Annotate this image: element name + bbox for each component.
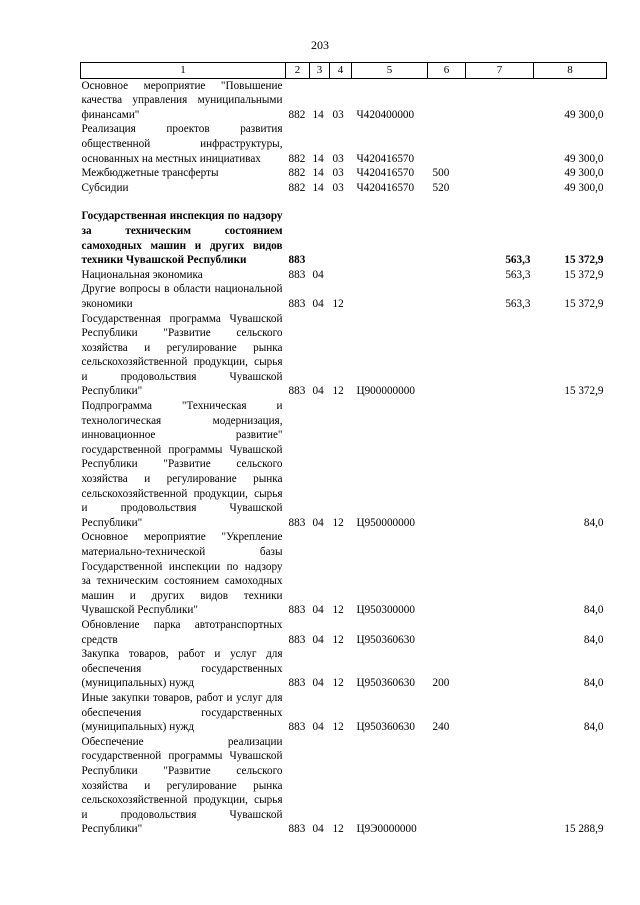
expense-type bbox=[428, 282, 466, 311]
table-row bbox=[81, 312, 607, 400]
section-code: 04 bbox=[312, 633, 324, 646]
table-row bbox=[81, 166, 607, 181]
subsection-code: 12 bbox=[332, 823, 344, 836]
table-header bbox=[81, 63, 607, 79]
expense-type bbox=[428, 618, 466, 647]
amount-col-8: 84,0 bbox=[583, 633, 604, 646]
target-article bbox=[352, 209, 428, 267]
target-article: Ч420400000 bbox=[356, 108, 415, 121]
ministry-code: 882 bbox=[288, 167, 306, 180]
spacer-row bbox=[81, 195, 607, 209]
header-col-2: 2 bbox=[286, 63, 310, 79]
item-name: Закупка товаров, работ и услуг для обеспечения государственных (муниципальных) нужд bbox=[81, 648, 283, 690]
subsection-code: 03 bbox=[332, 108, 344, 121]
amount-col-7 bbox=[466, 530, 534, 618]
expense-type bbox=[428, 122, 466, 166]
expense-type bbox=[428, 530, 466, 618]
header-col-3: 3 bbox=[310, 63, 330, 79]
target-article: Ц9Э0000000 bbox=[356, 823, 417, 836]
expense-type bbox=[428, 268, 466, 283]
amount-col-8: 15 372,9 bbox=[564, 385, 604, 398]
expense-type bbox=[428, 312, 466, 400]
item-name: Основное мероприятие "Повышение качества управления муниципальными финансами" bbox=[81, 79, 283, 121]
header-col-5: 5 bbox=[352, 63, 428, 79]
table-row bbox=[81, 268, 607, 283]
expense-type: 200 bbox=[432, 677, 450, 690]
header-col-7: 7 bbox=[466, 63, 534, 79]
section-code: 04 bbox=[312, 297, 324, 310]
subsection-code: 03 bbox=[332, 181, 344, 194]
amount-col-8: 49 300,0 bbox=[564, 167, 604, 180]
target-article: Ц950300000 bbox=[356, 604, 415, 617]
amount-col-7 bbox=[466, 691, 534, 735]
subsection-code: 12 bbox=[332, 516, 344, 529]
target-article: Ч420416570 bbox=[356, 167, 415, 180]
subsection-code: 12 bbox=[332, 633, 344, 646]
amount-col-7: 563,3 bbox=[505, 268, 531, 281]
expense-type: 240 bbox=[432, 721, 450, 734]
header-col-1: 1 bbox=[81, 63, 286, 79]
table-row bbox=[81, 399, 607, 530]
amount-col-8: 84,0 bbox=[583, 516, 604, 529]
ministry-code: 883 bbox=[288, 633, 306, 646]
ministry-code: 883 bbox=[288, 385, 306, 398]
target-article: Ц900000000 bbox=[356, 385, 415, 398]
item-name: Основное мероприятие "Укрепление материально-технической базы Государственной инспекции по надзору за техническим состоянием самоходных машин и других видов техники Чувашской Республики" bbox=[81, 531, 283, 617]
amount-col-8: 49 300,0 bbox=[564, 181, 604, 194]
ministry-code: 883 bbox=[288, 604, 306, 617]
section-code: 14 bbox=[312, 181, 324, 194]
ministry-code: 882 bbox=[288, 108, 306, 121]
amount-col-8: 84,0 bbox=[583, 721, 604, 734]
ministry-code: 883 bbox=[288, 516, 306, 529]
expense-type bbox=[428, 209, 466, 267]
amount-col-7 bbox=[466, 122, 534, 166]
item-name: Обновление парка автотранспортных средств bbox=[81, 618, 283, 646]
section-code: 04 bbox=[312, 823, 324, 836]
amount-col-8: 15 372,9 bbox=[564, 254, 604, 267]
expense-type: 500 bbox=[432, 167, 450, 180]
budget-table bbox=[80, 62, 607, 837]
expense-type: 520 bbox=[432, 181, 450, 194]
target-article: Ц950000000 bbox=[356, 516, 415, 529]
item-name: Обеспечение реализации государственной программы Чувашской Республики "Развитие сельского хозяйства и регулирование рынка сельскохозяйственной продукции, сырья и продовольствия Чувашской Республики" bbox=[81, 735, 283, 836]
section-code: 14 bbox=[312, 152, 324, 165]
table-row bbox=[81, 78, 607, 122]
subsection-code bbox=[330, 209, 352, 267]
header-row bbox=[81, 63, 607, 79]
amount-col-7 bbox=[466, 78, 534, 122]
item-name: Субсидии bbox=[81, 181, 129, 194]
subsection-code: 12 bbox=[332, 385, 344, 398]
section-code bbox=[310, 209, 330, 267]
table-row bbox=[81, 647, 607, 691]
table-row bbox=[81, 530, 607, 618]
table-row bbox=[81, 618, 607, 647]
item-name: Иные закупки товаров, работ и услуг для обеспечения государственных (муниципальных) нужд bbox=[81, 691, 283, 734]
amount-col-7: 563,3 bbox=[505, 297, 531, 310]
header-col-6: 6 bbox=[428, 63, 466, 79]
amount-col-7 bbox=[466, 618, 534, 647]
section-code: 04 bbox=[312, 516, 324, 529]
expense-type bbox=[428, 78, 466, 122]
item-name: Другие вопросы в области национальной экономики bbox=[81, 283, 283, 310]
amount-col-8: 84,0 bbox=[583, 604, 604, 617]
target-article: Ц950360630 bbox=[356, 677, 415, 690]
amount-col-8: 15 372,9 bbox=[564, 297, 604, 310]
target-article bbox=[352, 282, 428, 311]
header-col-4: 4 bbox=[330, 63, 352, 79]
ministry-code: 883 bbox=[288, 721, 306, 734]
ministry-code: 882 bbox=[288, 152, 306, 165]
header-col-8: 8 bbox=[534, 63, 607, 79]
section-code: 04 bbox=[312, 677, 324, 690]
section-code: 04 bbox=[312, 721, 324, 734]
amount-col-7 bbox=[466, 647, 534, 691]
item-name: Государственная программа Чувашской Республики "Развитие сельского хозяйства и регулирование рынка сельскохозяйственной продукции, сырья и продовольствия Чувашской Республики" bbox=[81, 312, 283, 398]
table-row-agency bbox=[81, 209, 607, 267]
item-name: Государственная инспекция по надзору за техническим состоянием самоходных машин и других видов техники Чувашской Республики bbox=[81, 210, 283, 267]
subsection-code: 12 bbox=[332, 604, 344, 617]
subsection-code: 03 bbox=[332, 167, 344, 180]
target-article bbox=[352, 268, 428, 283]
spacer-cell bbox=[81, 195, 607, 209]
amount-col-7: 563,3 bbox=[505, 254, 531, 267]
ministry-code: 882 bbox=[288, 181, 306, 194]
ministry-code: 883 bbox=[288, 823, 306, 836]
ministry-code: 883 bbox=[288, 268, 306, 281]
table-row bbox=[81, 691, 607, 735]
item-name: Национальная экономика bbox=[81, 268, 203, 281]
section-code: 04 bbox=[312, 604, 324, 617]
target-article: Ц950360630 bbox=[356, 633, 415, 646]
target-article: Ч420416570 bbox=[356, 152, 415, 165]
amount-col-7 bbox=[466, 735, 534, 837]
target-article: Ц950360630 bbox=[356, 721, 415, 734]
item-name: Подпрограмма "Техническая и технологическая модернизация, инновационное развитие" государственной программы Чувашской Республики "Развитие сельского хозяйства и регулирование рынка сельскохозяйственной продукции, сырья и продовольствия Чувашской Республики" bbox=[81, 400, 283, 529]
item-name: Реализация проектов развития общественной инфраструктуры, основанных на местных инициативах bbox=[81, 123, 283, 165]
table-row bbox=[81, 282, 607, 311]
amount-col-7 bbox=[466, 399, 534, 530]
section-code: 14 bbox=[312, 167, 324, 180]
subsection-code bbox=[330, 268, 352, 283]
subsection-code: 12 bbox=[332, 297, 344, 310]
amount-col-8: 84,0 bbox=[583, 677, 604, 690]
table-row bbox=[81, 122, 607, 166]
section-code: 04 bbox=[312, 385, 324, 398]
target-article: Ч420416570 bbox=[356, 181, 415, 194]
ministry-code: 883 bbox=[288, 677, 306, 690]
section-code: 04 bbox=[312, 268, 324, 281]
amount-col-8: 49 300,0 bbox=[564, 152, 604, 165]
amount-col-8: 49 300,0 bbox=[564, 108, 604, 121]
page-number: 203 bbox=[311, 38, 329, 52]
ministry-code: 883 bbox=[288, 254, 306, 267]
ministry-code: 883 bbox=[288, 297, 306, 310]
table-body bbox=[81, 78, 607, 837]
subsection-code: 12 bbox=[332, 721, 344, 734]
amount-col-7 bbox=[466, 312, 534, 400]
amount-col-8: 15 288,9 bbox=[564, 823, 604, 836]
amount-col-7 bbox=[466, 166, 534, 181]
expense-type bbox=[428, 399, 466, 530]
table-row bbox=[81, 181, 607, 196]
subsection-code: 12 bbox=[332, 677, 344, 690]
expense-type bbox=[428, 735, 466, 837]
amount-col-8: 15 372,9 bbox=[564, 268, 604, 281]
subsection-code: 03 bbox=[332, 152, 344, 165]
item-name: Межбюджетные трансферты bbox=[81, 167, 219, 180]
table-row bbox=[81, 735, 607, 837]
amount-col-7 bbox=[466, 181, 534, 196]
section-code: 14 bbox=[312, 108, 324, 121]
